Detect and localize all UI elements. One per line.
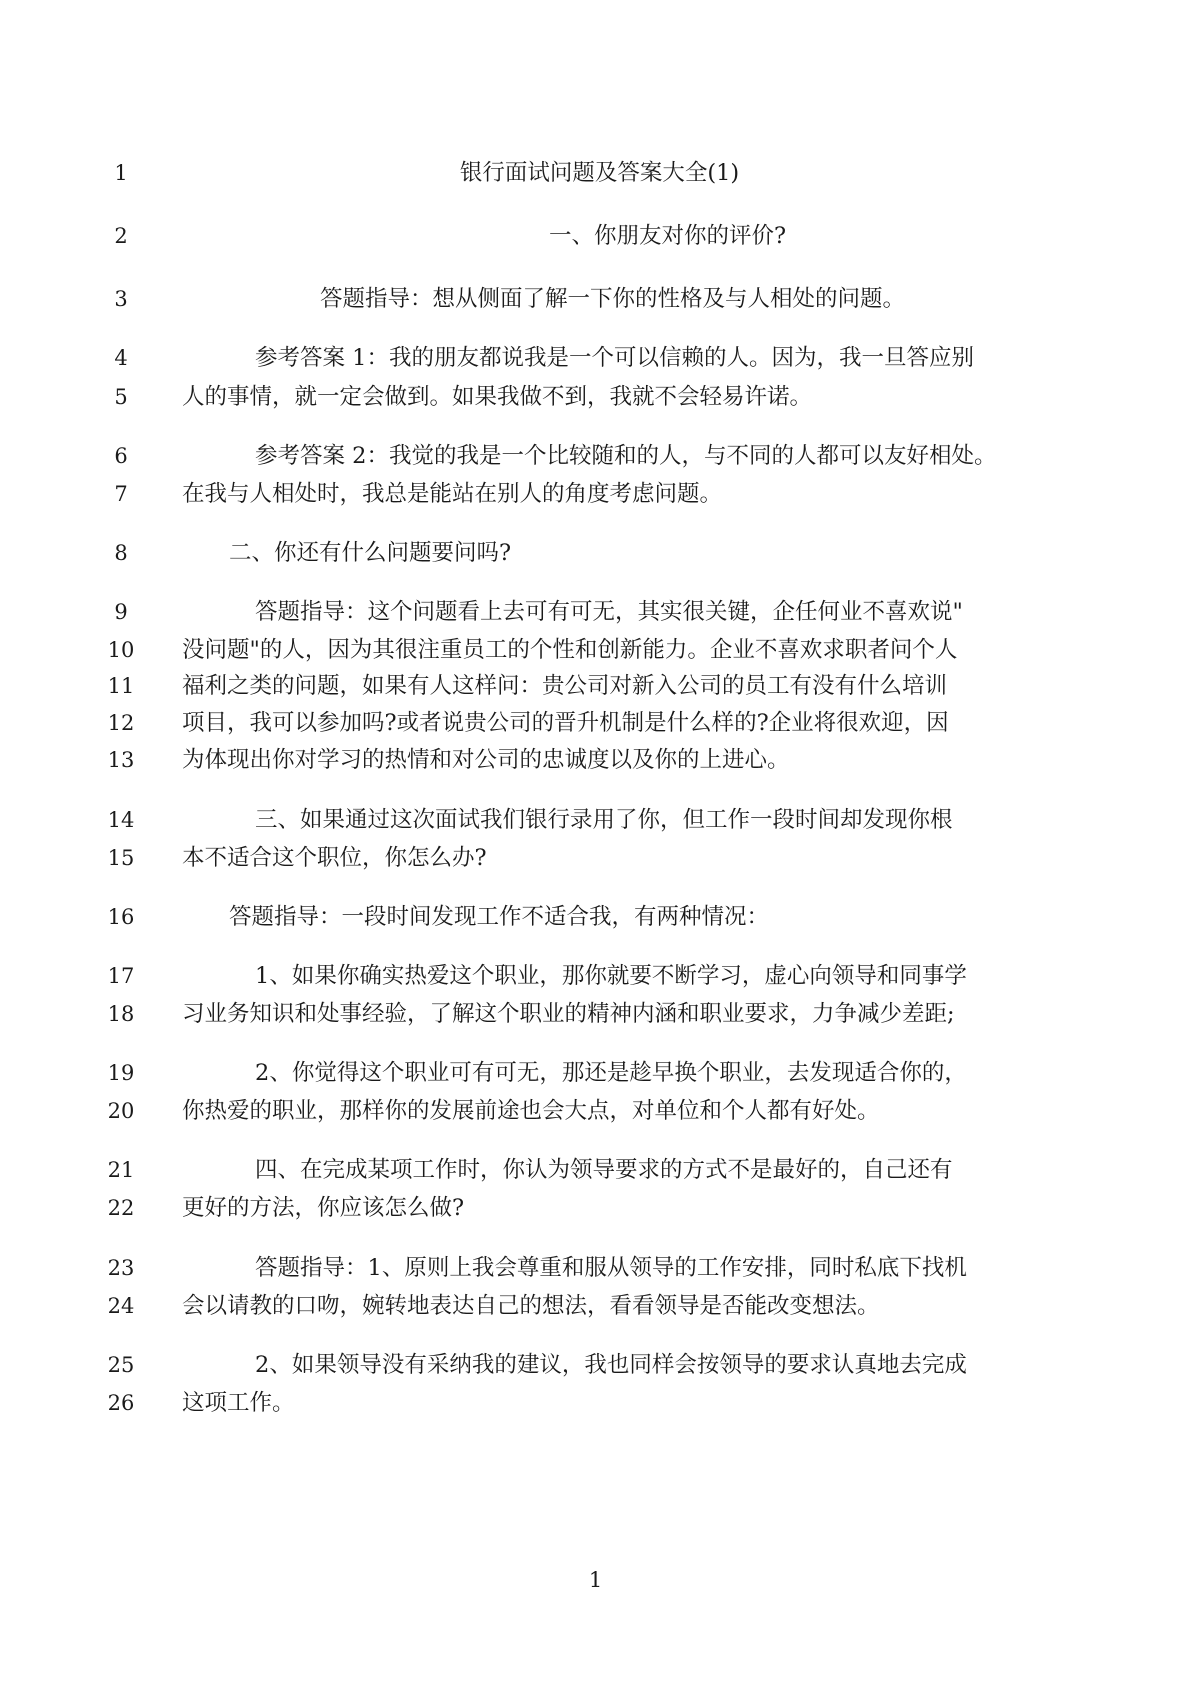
paragraph-line: 项目，我可以参加吗?或者说贵公司的晋升机制是什么样的?企业将很欢迎，因 [182, 710, 949, 736]
line-number: 7 [114, 482, 128, 506]
section-heading: 四、在完成某项工作时，你认为领导要求的方式不是最好的，自己还有 [255, 1157, 953, 1183]
line-number: 13 [107, 748, 135, 772]
line-8 [0, 533, 1191, 573]
line-11 [0, 666, 1191, 706]
line-number: 5 [114, 385, 128, 409]
line-number: 22 [107, 1196, 135, 1220]
paragraph-line: 参考答案 2：我觉的我是一个比较随和的人，与不同的人都可以友好相处。 [255, 443, 997, 469]
paragraph-line: 这项工作。 [182, 1390, 295, 1416]
section-heading: 更好的方法，你应该怎么做? [182, 1195, 465, 1221]
line-17 [0, 956, 1191, 996]
line-number: 11 [107, 674, 135, 698]
paragraph-line: 参考答案 1：我的朋友都说我是一个可以信赖的人。因为，我一旦答应别 [255, 345, 974, 371]
line-22 [0, 1188, 1191, 1228]
line-number: 21 [107, 1158, 135, 1182]
line-number: 6 [114, 444, 128, 468]
section-heading: 二、你还有什么问题要问吗? [229, 540, 512, 566]
line-number: 1 [114, 161, 128, 185]
line-2 [0, 216, 1191, 256]
paragraph-line: 会以请教的口吻，婉转地表达自己的想法，看看领导是否能改变想法。 [182, 1293, 880, 1319]
paragraph-line: 1、如果你确实热爱这个职业，那你就要不断学习，虚心向领导和同事学 [255, 963, 967, 989]
line-3 [0, 279, 1191, 319]
paragraph-line: 为体现出你对学习的热情和对公司的忠诚度以及你的上进心。 [182, 747, 790, 773]
line-number: 19 [107, 1061, 135, 1085]
line-21 [0, 1150, 1191, 1190]
paragraph-line: 在我与人相处时，我总是能站在别人的角度考虑问题。 [182, 481, 723, 507]
paragraph-line: 福利之类的问题，如果有人这样问：贵公司对新入公司的员工有没有什么培训 [182, 673, 948, 699]
line-number: 14 [107, 808, 135, 832]
line-7 [0, 474, 1191, 514]
line-16 [0, 897, 1191, 937]
section-heading: 一、你朋友对你的评价? [548, 223, 787, 249]
line-number: 3 [114, 287, 128, 311]
line-number: 18 [107, 1002, 135, 1026]
line-number: 16 [107, 905, 135, 929]
line-number: 9 [114, 600, 128, 624]
paragraph-line: 2、如果领导没有采纳我的建议，我也同样会按领导的要求认真地去完成 [255, 1352, 967, 1378]
paragraph-line: 答题指导：这个问题看上去可有可无，其实很关键，企任何业不喜欢说" [255, 599, 963, 625]
line-23 [0, 1248, 1191, 1288]
line-24 [0, 1286, 1191, 1326]
line-14 [0, 800, 1191, 840]
line-10 [0, 630, 1191, 670]
line-15 [0, 838, 1191, 878]
paragraph-line: 答题指导：1、原则上我会尊重和服从领导的工作安排，同时私底下找机 [255, 1255, 967, 1281]
line-12 [0, 703, 1191, 743]
line-number: 23 [107, 1256, 135, 1280]
line-number: 15 [107, 846, 135, 870]
section-heading: 本不适合这个职位，你怎么办? [182, 845, 487, 871]
paragraph-line: 答题指导：一段时间发现工作不适合我，有两种情况： [229, 904, 770, 930]
page-number: 1 [588, 1568, 603, 1592]
line-number: 2 [114, 224, 128, 248]
line-number: 17 [107, 964, 135, 988]
line-number: 25 [107, 1353, 135, 1377]
line-number: 26 [107, 1391, 135, 1415]
paragraph-line: 没问题"的人，因为其很注重员工的个性和创新能力。企业不喜欢求职者问个人 [182, 637, 958, 663]
line-number: 8 [114, 541, 128, 565]
line-number: 10 [107, 638, 135, 662]
document-title: 银行面试问题及答案大全(1) [459, 160, 740, 186]
paragraph-line: 你热爱的职业，那样你的发展前途也会大点，对单位和个人都有好处。 [182, 1098, 880, 1124]
paragraph-line: 习业务知识和处事经验，了解这个职业的精神内涵和职业要求，力争减少差距; [182, 1001, 955, 1027]
line-number: 12 [107, 711, 135, 735]
line-20 [0, 1091, 1191, 1131]
line-4 [0, 338, 1191, 378]
paragraph-line: 答题指导：想从侧面了解一下你的性格及与人相处的问题。 [320, 286, 906, 312]
line-19 [0, 1053, 1191, 1093]
line-25 [0, 1345, 1191, 1385]
line-13 [0, 740, 1191, 780]
section-heading: 三、如果通过这次面试我们银行录用了你，但工作一段时间却发现你根 [255, 807, 953, 833]
paragraph-line: 2、你觉得这个职业可有可无，那还是趁早换个职业，去发现适合你的， [255, 1060, 967, 1086]
line-1 [0, 153, 1191, 193]
line-18 [0, 994, 1191, 1034]
line-number: 24 [107, 1294, 135, 1318]
line-5 [0, 377, 1191, 417]
line-6 [0, 436, 1191, 476]
line-26 [0, 1383, 1191, 1423]
line-9 [0, 592, 1191, 632]
paragraph-line: 人的事情，就一定会做到。如果我做不到，我就不会轻易许诺。 [182, 384, 813, 410]
line-number: 20 [107, 1099, 135, 1123]
line-number: 4 [114, 346, 128, 370]
